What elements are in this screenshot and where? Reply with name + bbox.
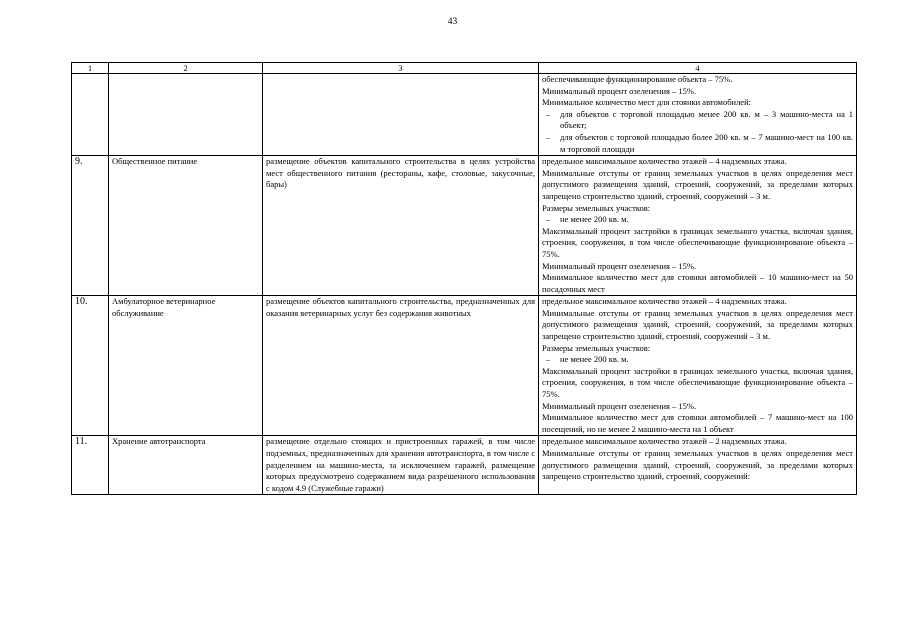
parameter-text: Максимальный процент застройки в границах земельного участка, включая здания, строения, сооружения, в том числе обеспечивающие функционирование объекта – 75%. (542, 225, 853, 259)
parameter-text: Максимальный процент застройки в границах земельного участка, включая здания, строения, сооружения, в том числе обеспечивающие функционирование объекта – 75%. (542, 365, 853, 400)
land-use-description: размещение отдельно стоящих и пристроенных гаражей, в том числе подземных, предназначенных для хранения автотранспорта, в том числе с разделением на машино-места, за исключением гаражей, размещение которых предусмотрено содержанием вида разрешенного использования с кодом 4.9 (Служебные гаражи) (263, 436, 539, 495)
header-cell: 2 (109, 63, 263, 74)
parameter-text: Размеры земельных участков: (542, 202, 651, 213)
row-number: 9. (72, 156, 109, 296)
parameter-text: предельное максимальное количество этажей – 4 надземных этажа. (542, 296, 787, 307)
parameter-text: Минимальные отступы от границ земельных участков в целях определения мест допустимого размещения зданий, строений, сооружений, за пределами которых запрещено строительство зданий, строений, сооружений: (542, 448, 853, 482)
table-row (72, 156, 857, 296)
parameter-text: предельное максимальное количество этажей – 2 надземных этажа. (542, 436, 787, 447)
land-use-name: Хранение автотранспорта (109, 436, 263, 495)
regulations-table (71, 62, 857, 495)
dash-list-item (542, 354, 853, 366)
row-number (72, 74, 109, 156)
parameters-cell (539, 74, 857, 156)
parameter-text: обеспечивающие функционирование объекта – 75%. (542, 74, 733, 84)
parameter-text: не менее 200 кв. м. (560, 354, 629, 365)
parameter-text: Минимальное количество мест для стоянки автомобилей – 10 машино-мест на 50 посадочных мест (542, 272, 853, 294)
dash-bullet-icon: – (546, 131, 551, 142)
dash-bullet-icon: – (546, 108, 551, 119)
row-number: 11. (72, 436, 109, 495)
land-use-description (263, 74, 539, 156)
header-row (72, 63, 857, 74)
header-cell: 3 (263, 63, 539, 74)
land-use-name (109, 74, 263, 156)
parameter-text: Минимальный процент озеленения – 15%. (542, 400, 697, 411)
parameters-cell (539, 156, 857, 296)
parameter-text: для объектов с торговой площадью более 200 кв. м – 7 машино-мест на 100 кв. м торговой площади (560, 131, 853, 154)
land-use-name: Общественное питание (109, 156, 263, 296)
page-number: 43 (447, 17, 458, 27)
header-cell: 4 (539, 63, 857, 74)
parameters-cell (539, 296, 857, 436)
row-number: 10. (72, 296, 109, 436)
table-row (72, 74, 857, 156)
land-use-description: размещение объектов капитального строительства, предназначенных для оказания ветеринарных услуг без содержания животных (263, 296, 539, 436)
dash-list-item (542, 109, 853, 132)
parameter-text: предельное максимальное количество этажей – 4 надземных этажа. (542, 156, 787, 167)
header-cell: 1 (72, 63, 109, 74)
parameter-text: Минимальное количество мест для стоянки автомобилей – 7 машино-мест на 100 посещений, но не менее 2 машино-места на 1 объект (542, 412, 853, 434)
parameter-text: Минимальные отступы от границ земельных участков в целях определения мест допустимого размещения зданий, строений, сооружений, за пределами которых запрещено строительство зданий, строений, сооружений – 3 м. (542, 307, 853, 342)
parameter-text: Минимальный процент озеленения – 15%. (542, 260, 697, 271)
dash-list-item (542, 132, 853, 155)
parameter-text: Минимальное количество мест для стоянки автомобилей: (542, 97, 751, 108)
parameter-text: Минимальный процент озеленения – 15%. (542, 85, 697, 96)
table-row (72, 436, 857, 495)
dash-list-item (542, 214, 853, 226)
dash-bullet-icon: – (546, 354, 551, 365)
table-row (72, 296, 857, 436)
land-use-name: Амбулаторное ветеринарное обслуживание (109, 296, 263, 436)
dash-bullet-icon: – (546, 214, 551, 225)
parameter-text: не менее 200 кв. м. (560, 214, 629, 225)
land-use-description: размещение объектов капитального строительства в целях устройства мест общественного питания (рестораны, кафе, столовые, закусочные, бары) (263, 156, 539, 296)
parameter-text: Размеры земельных участков: (542, 342, 651, 353)
parameters-cell (539, 436, 857, 495)
parameter-text: Минимальные отступы от границ земельных участков в целях определения мест допустимого размещения зданий, строений, сооружений, за пределами которых запрещено строительство зданий, строений, сооружений – 3 м. (542, 167, 853, 201)
parameter-text: для объектов с торговой площадью менее 200 кв. м – 3 машино-места на 1 объект; (560, 108, 853, 131)
